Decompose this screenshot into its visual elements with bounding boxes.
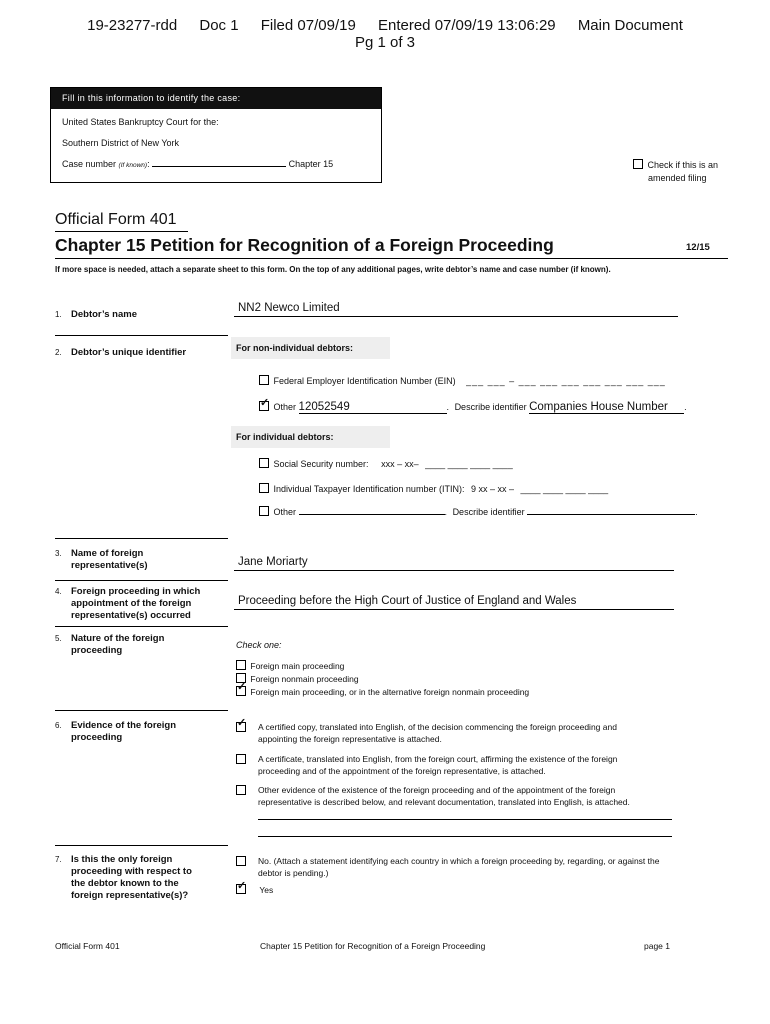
footer-page: page 1 [644,941,670,951]
q4-rule [55,626,228,627]
itin-row [259,483,608,494]
yes-label: Yes [259,885,274,895]
q5-text-1: Nature of the foreign [71,633,165,644]
footer-title: Chapter 15 Petition for Recognition of a Foreign Proceeding [260,941,486,951]
header-entered: Entered 07/09/19 13:06:29 [377,17,556,34]
no-line-1: No. (Attach a statement identifying each country in which a foreign proceeding by, regarding, or against the [258,856,660,866]
nature-opt-nonmain [236,673,529,686]
representative-line [234,570,674,571]
ssn-row [259,458,513,469]
other-id-checkbox[interactable] [259,401,269,411]
ind-other-checkbox[interactable] [259,506,269,516]
q6-text-2: proceeding [71,732,123,743]
only-proceeding-no [236,855,659,879]
amended-filing [633,159,718,185]
ssn-blanks[interactable]: ____ ____ ____ ____ [425,459,513,469]
form-title: Chapter 15 Petition for Recognition of a Foreign Proceeding [55,235,554,255]
q7-text-2: proceeding with respect to [71,866,192,877]
only-proceeding-yes [236,884,273,895]
q2-rule [55,538,228,539]
evidence-certified-checkbox[interactable] [236,722,246,732]
check-one-label: Check one: [236,640,282,650]
ein-checkbox[interactable] [259,375,269,385]
court-header [0,17,770,51]
q3-number: 3. [55,549,62,558]
nature-main-checkbox[interactable] [236,660,246,670]
form-version: 12/15 [686,242,710,253]
ein-row [259,375,666,386]
q7-text-4: foreign representative(s)? [71,890,189,901]
itin-label: Individual Taxpayer Identification number (ITIN): [273,484,465,494]
evidence-2-line-1: A certificate, translated into English, from the foreign court, affirming the existence of the foreign [258,754,618,764]
ein-blanks[interactable]: ___ ___ – ___ ___ ___ ___ ___ ___ ___ [466,376,666,386]
ssn-checkbox[interactable] [259,458,269,468]
ind-describe-label: Describe identifier [452,507,525,517]
q7-text-3: the debtor known to the [71,878,179,889]
individual-heading: For individual debtors: [231,426,390,448]
q1-number: 1. [55,310,62,319]
q5-text-2: proceeding [71,645,123,656]
q1-label [55,309,221,321]
q1-rule [55,335,228,336]
nature-opt-alternative [236,686,529,699]
nature-options [236,660,529,699]
q3-text-2: representative(s) [71,560,148,571]
ein-label: Federal Employer Identification Number (EIN) [273,376,456,386]
amended-label-1: Check if this is an [647,160,719,170]
nature-main-label: Foreign main proceeding [250,661,345,671]
title-rule [55,258,728,259]
q4-text-1: Foreign proceeding in which [71,586,201,597]
debtor-name-value: NN2 Newco Limited [238,302,340,314]
describe-id-value[interactable]: Companies House Number [529,401,684,414]
amended-label-2: amended filing [648,173,707,183]
q4-text-2: appointment of the foreign [71,598,192,609]
q6-number: 6. [55,721,62,730]
q3-rule [55,580,228,581]
q3-label [55,548,221,572]
itin-checkbox[interactable] [259,483,269,493]
debtor-name-line [234,316,678,317]
header-doc: Doc 1 [199,17,239,34]
other-id-value[interactable]: 12052549 [299,401,447,414]
non-individual-heading: For non-individual debtors: [231,337,390,359]
header-filed: Filed 07/09/19 [260,17,356,34]
q7-text-1: Is this the only foreign [71,854,173,865]
form-name: Official Form 401 [55,211,177,228]
q5-number: 5. [55,634,62,643]
footer-form-name: Official Form 401 [55,941,120,951]
form-name-rule [55,231,188,232]
identify-box-heading: Fill in this information to identify the case: [51,88,381,109]
q5-rule [55,710,228,711]
evidence-1-line-2: appointing the foreign representative is attached. [258,734,442,744]
other-id-label: Other [273,402,297,412]
nature-opt-main [236,660,529,673]
ssn-label: Social Security number: [273,459,369,469]
q4-label [55,586,221,622]
no-line-2: debtor is pending.) [258,868,329,878]
q2-number: 2. [55,348,62,357]
q3-text-1: Name of foreign [71,548,144,559]
chapter-label: Chapter 15 [288,159,334,169]
q4-text-3: representative(s) occurred [71,610,191,621]
evidence-3-line-2: representative is described below, and relevant documentation, translated into English, is attached. [258,797,630,807]
evidence-3-line-1: Other evidence of the existence of the foreign proceeding and of the appointment of the foreign [258,785,616,795]
court-line: United States Bankruptcy Court for the: [62,117,219,127]
identify-case-box [50,87,382,183]
q6-label [55,720,221,744]
q4-number: 4. [55,587,62,596]
q5-label [55,633,221,657]
proceeding-line [234,609,674,610]
evidence-opt-1 [236,721,617,745]
ind-other-field[interactable] [299,514,445,515]
form-instruction: If more space is needed, attach a separate sheet to this form. On the top of any additional pages, write debtor’s name and case number (if known). [55,265,611,274]
other-id-row: ✓ Other 12052549 . Describe identifier Companies House Number . [259,401,687,414]
case-number-hint: (If known) [118,162,148,169]
foreign-proceeding-value: Proceeding before the High Court of Justice of England and Wales [238,595,577,607]
q1-text: Debtor’s name [71,309,137,320]
case-number-label: Case number [62,159,117,169]
q2-label [55,347,221,359]
evidence-opt-2 [236,753,617,777]
q7-number: 7. [55,855,62,864]
amended-checkbox[interactable] [633,159,643,169]
header-case-number: 19-23277-rdd [87,17,178,34]
only-proceeding-yes-checkbox[interactable] [236,884,246,894]
district: Southern District of New York [62,138,180,148]
ind-other-label: Other [273,507,297,517]
q6-text-1: Evidence of the foreign [71,720,177,731]
nature-alternative-label: Foreign main proceeding, or in the alternative foreign nonmain proceeding [250,687,530,697]
case-number-row: Case number (If known): Chapter 15 [62,159,334,169]
header-page: Pg 1 of 3 [354,34,416,51]
q2-text: Debtor’s unique identifier [71,347,187,358]
evidence-blank-line-2[interactable] [258,836,672,837]
evidence-blank-line-1[interactable] [258,819,672,820]
case-number-field[interactable] [152,166,286,167]
evidence-certificate-checkbox[interactable] [236,754,246,764]
describe-id-label: Describe identifier [454,402,527,412]
header-main-document: Main Document [577,17,683,34]
nature-nonmain-label: Foreign nonmain proceeding [250,674,359,684]
q6-rule [55,845,228,846]
q7-label [55,854,221,902]
ind-describe-field[interactable] [527,514,695,515]
itin-mask: 9 xx – xx – [470,484,514,494]
itin-blanks[interactable]: ____ ____ ____ ____ [520,484,609,494]
nature-alternative-checkbox[interactable] [236,686,246,696]
evidence-2-line-2: proceeding and of the appointment of the foreign representative, is attached. [258,766,546,776]
only-proceeding-no-checkbox[interactable] [236,856,246,866]
foreign-representative-value: Jane Moriarty [238,556,308,568]
header-line-1 [0,17,770,34]
evidence-1-line-1: A certified copy, translated into English, of the decision commencing the foreign proceeding and [258,722,617,732]
evidence-opt-3 [236,784,630,808]
ssn-mask: xxx – xx– [381,459,419,469]
evidence-other-checkbox[interactable] [236,785,246,795]
ind-other-row: Other . Describe identifier . [259,506,698,517]
